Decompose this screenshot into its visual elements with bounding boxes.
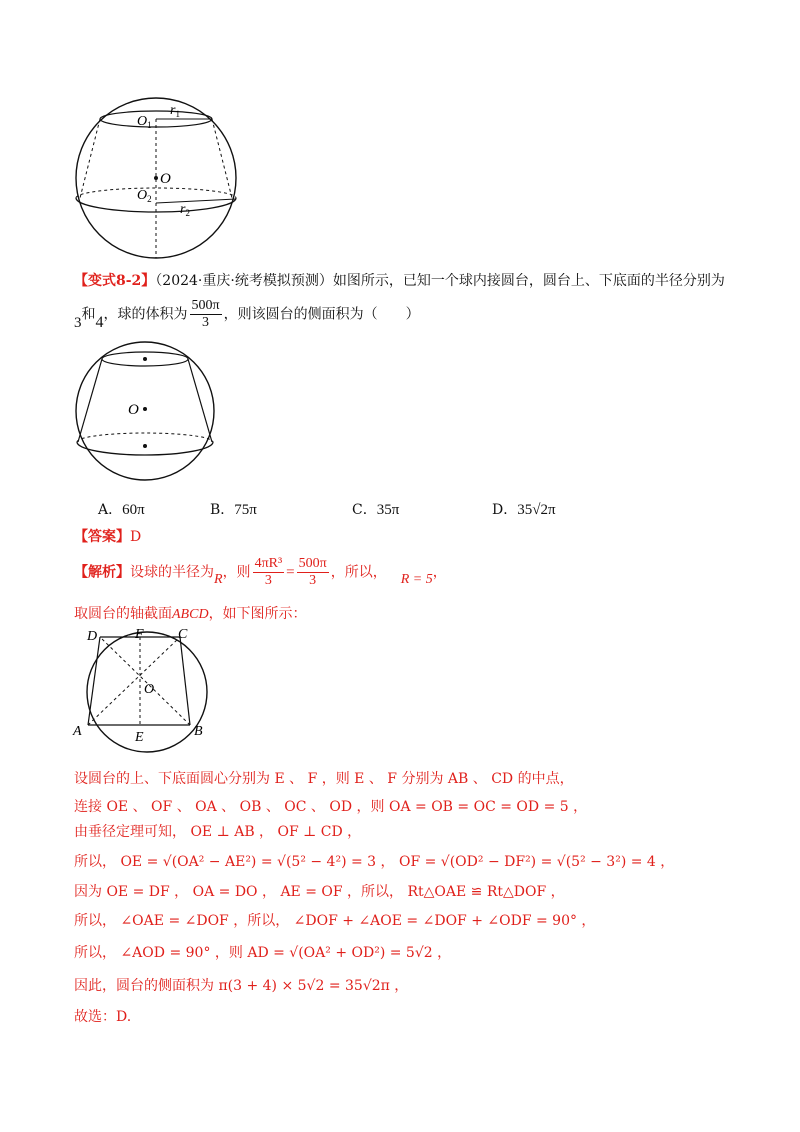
center-dot [154,176,158,180]
choice-A[interactable]: A．60π [98,502,145,518]
label-F: F [135,627,144,642]
segment-BD [100,637,190,725]
r-top-value: 3 [74,314,82,331]
label-O2: $O_2$ [137,188,152,204]
label-O: O [160,171,171,187]
label-O: O [144,682,155,697]
problem-and: 和 [81,306,96,323]
problem-text-3: ，则该圆台的侧面积为（ ） [223,306,420,323]
problem-text-2: ，球的体积为 [103,306,188,323]
label-D: D [87,629,98,644]
figure-sphere-frustum [70,340,220,485]
bottom-base-back [77,433,213,442]
label-r2: $r_2$ [180,202,190,218]
r-bottom-value: 4 [95,313,104,331]
frustum-right-edge [188,359,212,442]
label-r1: $r_1$ [170,103,180,119]
answer-value: D [130,529,142,545]
solution-label: 【解析】 [74,564,130,581]
solution-line-11: 故选：D. [74,1009,132,1025]
frustum-right-edge [212,119,232,198]
problem-line-2 [74,298,420,331]
lhs-fraction: $\frac{\text{4πR³}}{3}$ [254,556,283,588]
r2-radius [156,199,236,203]
label-A: A [73,724,82,739]
problem-text-1: 如图所示，已知一个球内接圆台，圆台上、下底面的半径分别为 [332,273,725,289]
label-O: O [128,402,139,418]
label-C: C [178,627,188,642]
figure-sphere-frustum-labeled [70,95,245,265]
segment-AD [88,637,100,725]
bottom-center-dot [143,444,147,448]
problem-tag: 【变式8-2】 [74,273,156,289]
label-O1: $O_1$ [137,114,152,130]
bottom-base-front [77,442,213,455]
choice-B[interactable]: B．75π [210,502,257,518]
solution-line-5: 由垂径定理可知， OE ⊥ AB ， OF ⊥ CD ， [74,824,362,840]
answer-line [74,526,141,546]
solution-line-8: 所以， ∠OAE = ∠DOF ，所以， ∠DOF + ∠AOE = ∠DOF + ∠ODF = 90° ， [74,913,596,929]
rhs-fraction: $\frac{500\pi}{3}$ [298,556,327,588]
segment-AC [88,637,180,725]
problem-line-1 [74,270,725,290]
solution-line-9: 所以， ∠AOD = 90° ，则 AD = √(OA² + OD²) = 5√2 ， [74,945,452,961]
label-E: E [135,730,144,745]
volume-fraction: $\frac{500\pi}{3}$ [191,298,220,330]
solution-line-2: 取圆台的轴截面ABCD，如下图所示： [74,606,307,622]
solution-line-1: 【解析】设球的半径为R，则 $\frac{\text{4πR³}}{3}$ = $\frac{500\pi}{3}$ ，所以， R = 5， [74,556,447,588]
sphere-center-dot [143,407,147,411]
figure-axial-section [70,625,220,760]
solution-line-3: 设圆台的上、下底面圆心分别为 E 、 F ，则 E 、 F 分别为 AB 、 CD 的中点， [74,771,574,787]
top-center-dot [143,357,147,361]
problem-source: （2024·重庆·统考模拟预测） [155,273,333,289]
segment-BC [180,637,190,725]
solution-line-10: 因此，圆台的侧面积为 π(3 + 4) × 5√2 = 35√2π ， [74,978,409,994]
label-B: B [194,724,203,739]
choice-D[interactable]: D．35√2π [492,502,556,518]
frustum-left-edge [80,119,100,198]
answer-label: 【答案】 [74,529,130,545]
frustum-left-edge [78,359,102,442]
solution-line-4: 连接 OE 、 OF 、 OA 、 OB 、 OC 、 OD ，则 OA = OB = OC = OD = 5 ， [74,799,588,815]
solution-line-6: 所以， OE = √(OA² − AE²) = √(5² − 4²) = 3 ， OF = √(OD² − DF²) = √(5² − 3²) = 4 ， [74,854,675,870]
solution-line-7: 因为 OE = DF ， OA = DO ， AE = OF ，所以， Rt△OAE ≌ Rt△DOF ， [74,884,565,900]
choice-C[interactable]: C．35π [352,502,400,518]
